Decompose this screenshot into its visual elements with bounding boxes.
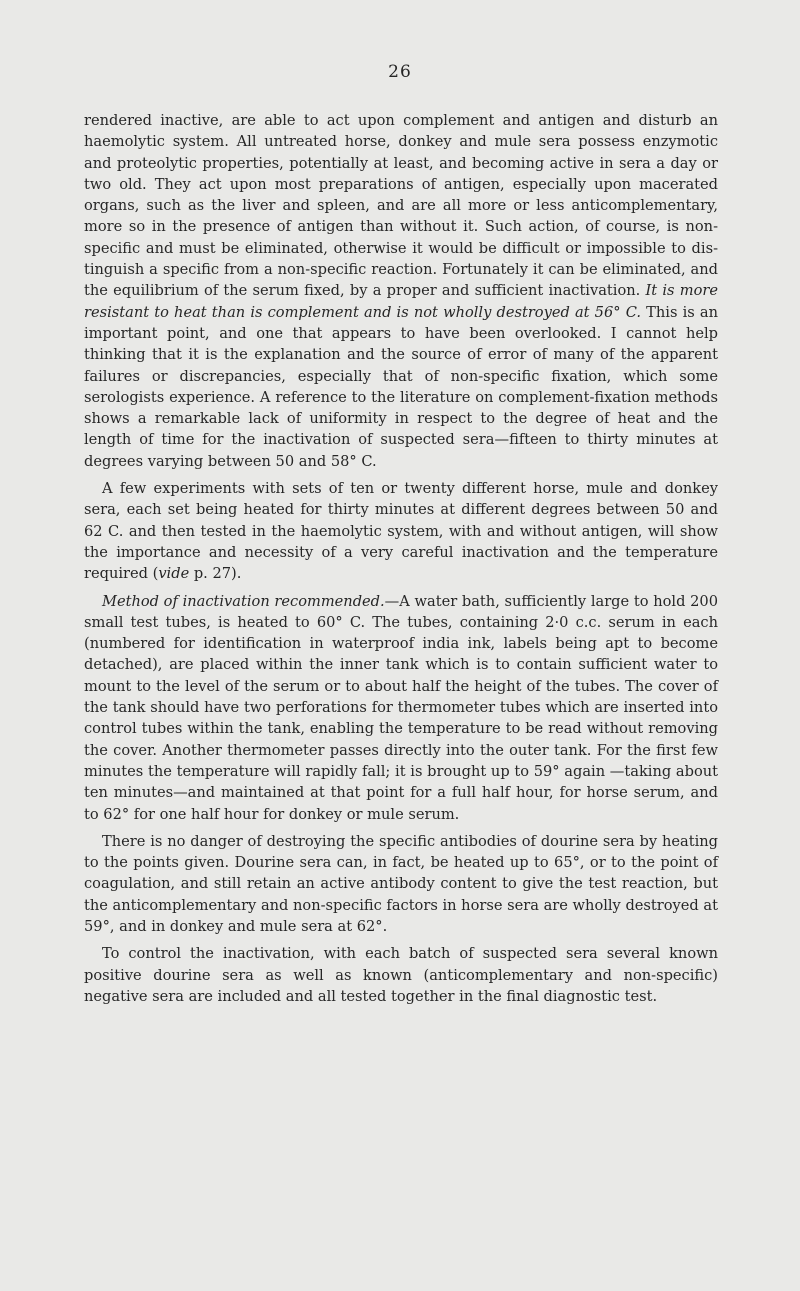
paragraph-1-segment-3: This is an important point, and one that appears to have been overlooked. I cannot help thinking that it is the explanation and the source of error of many of the apparent failures or discrepancies, especially that of non-specific fixation, which some serologists experience. A reference to the literature on complement-fixation methods shows a remarkable lack of uniformity in respect to the degree of heat and the length of time for the inactivation of suspected sera—fifteen to thirty minutes at degrees varying between 50 and 58° C. [84, 303, 718, 470]
paragraph-2-segment-3: p. 27). [189, 565, 242, 583]
paragraph-3-heading: Method of inactivation recommended. [102, 592, 385, 610]
paragraph-4 [84, 831, 718, 937]
paragraph-5-segment-1: To control the inactivation, with each batch of suspected sera several known positive dourine sera as well as known (anticomplementary and non-specific) negative sera are included and all tested together in the final diagnostic test. [84, 945, 718, 1005]
paragraph-1 [84, 110, 718, 472]
paragraph-2-segment-1: A few experiments with sets of ten or twenty different horse, mule and donkey sera, each set being heated for thirty minutes at different degrees between 50 and 62 C. and then tested in the haemolytic system, with and without antigen, will show the importance and necessity of a very careful inactivation and the temperature required ( [84, 480, 718, 583]
paragraph-3 [84, 591, 718, 825]
paragraph-1-italic-statement: It is more resistant to heat than is complement and is not wholly destroyed at 56° C. [84, 282, 719, 321]
page-number: 26 [388, 62, 412, 82]
paragraph-1-segment-1: rendered inactive, are able to act upon complement and antigen and disturb an haemolytic system. All untreated horse, donkey and mule sera possess enzymotic and proteolytic properties, potentially at least, and becoming active in sera a day or two old. They act upon most preparations of antigen, especially upon macerated organs, such as the liver and spleen, and are all more or less anticomplementary, more so in the presence of antigen than without it. Such action, of course, is non-specific and must be eliminated, otherwise it would be difficult or impossible to distinguish a specific from a non-specific reaction. Fortunately it can be eliminated, and the equilibrium of the serum fixed, by a proper and sufficient inactivation. [84, 112, 718, 300]
paragraph-2-vide: vide [158, 565, 190, 583]
paragraph-2 [84, 478, 718, 584]
paragraph-3-segment-2: —A water bath, sufficiently large to hold 200 small test tubes, is heated to 60° C. The tubes, containing 2·0 c.c. serum in each (numbered for identification in waterproof india ink, labels being apt to become detached), are placed within the inner tank which is to contain sufficient water to mount to the level of the serum or to about half the height of the tubes. The cover of the tank should have two perforations for thermometer tubes which are inserted into control tubes within the tank, enabling the temperature to be read without removing the cover. Another thermometer passes directly into the outer tank. For the first few minutes the temperature will rapidly fall; it is brought up to 59° again —taking about ten minutes—and maintained at that point for a full half hour, for horse serum, and to 62° for one half hour for donkey or mule serum. [84, 592, 718, 823]
body-text [84, 110, 718, 1013]
paragraph-4-segment-1: There is no danger of destroying the specific antibodies of dourine sera by heating to the points given. Dourine sera can, in fact, be heated up to 65°, or to the point of coagulation, and still retain an active antibody content to give the test reaction, but the anticomplementary and non-specific factors in horse sera are wholly destroyed at 59°, and in donkey and mule sera at 62°. [84, 832, 718, 935]
paragraph-5 [84, 943, 718, 1007]
